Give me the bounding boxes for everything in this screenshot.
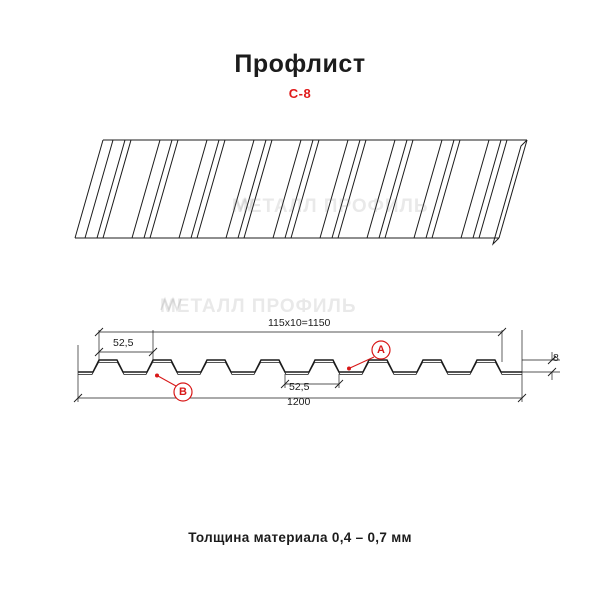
callout-a-label: A [377, 344, 385, 356]
material-thickness-note: Толщина материала 0,4 – 0,7 мм [188, 530, 412, 545]
model-subtitle: С-8 [288, 86, 312, 101]
callout-b-label: B [179, 386, 187, 398]
dim-useful-width-label: 115х10=1150 [268, 317, 331, 329]
callout-markers [155, 341, 390, 401]
corrugated-sheet-3d-icon [75, 140, 527, 244]
page-title: Профлист [234, 50, 366, 78]
metal-profile-logo-icon [232, 196, 254, 213]
dim-rib-pitch-bottom-label: 52,5 [289, 381, 310, 393]
watermark-top [232, 196, 429, 218]
watermark-text: МЕТАЛЛ ПРОФИЛЬ [160, 296, 357, 317]
dim-profile-height-label: 8 [553, 352, 559, 364]
dim-rib-pitch-top-label: 52,5 [113, 337, 134, 349]
watermark-bottom [160, 296, 357, 318]
corrugated-sheet-section-icon [78, 360, 522, 375]
watermark-text: МЕТАЛЛ ПРОФИЛЬ [232, 196, 429, 217]
dim-total-width-label: 1200 [287, 396, 311, 408]
metal-profile-logo-icon [160, 296, 182, 313]
dimension-lines [74, 328, 560, 402]
